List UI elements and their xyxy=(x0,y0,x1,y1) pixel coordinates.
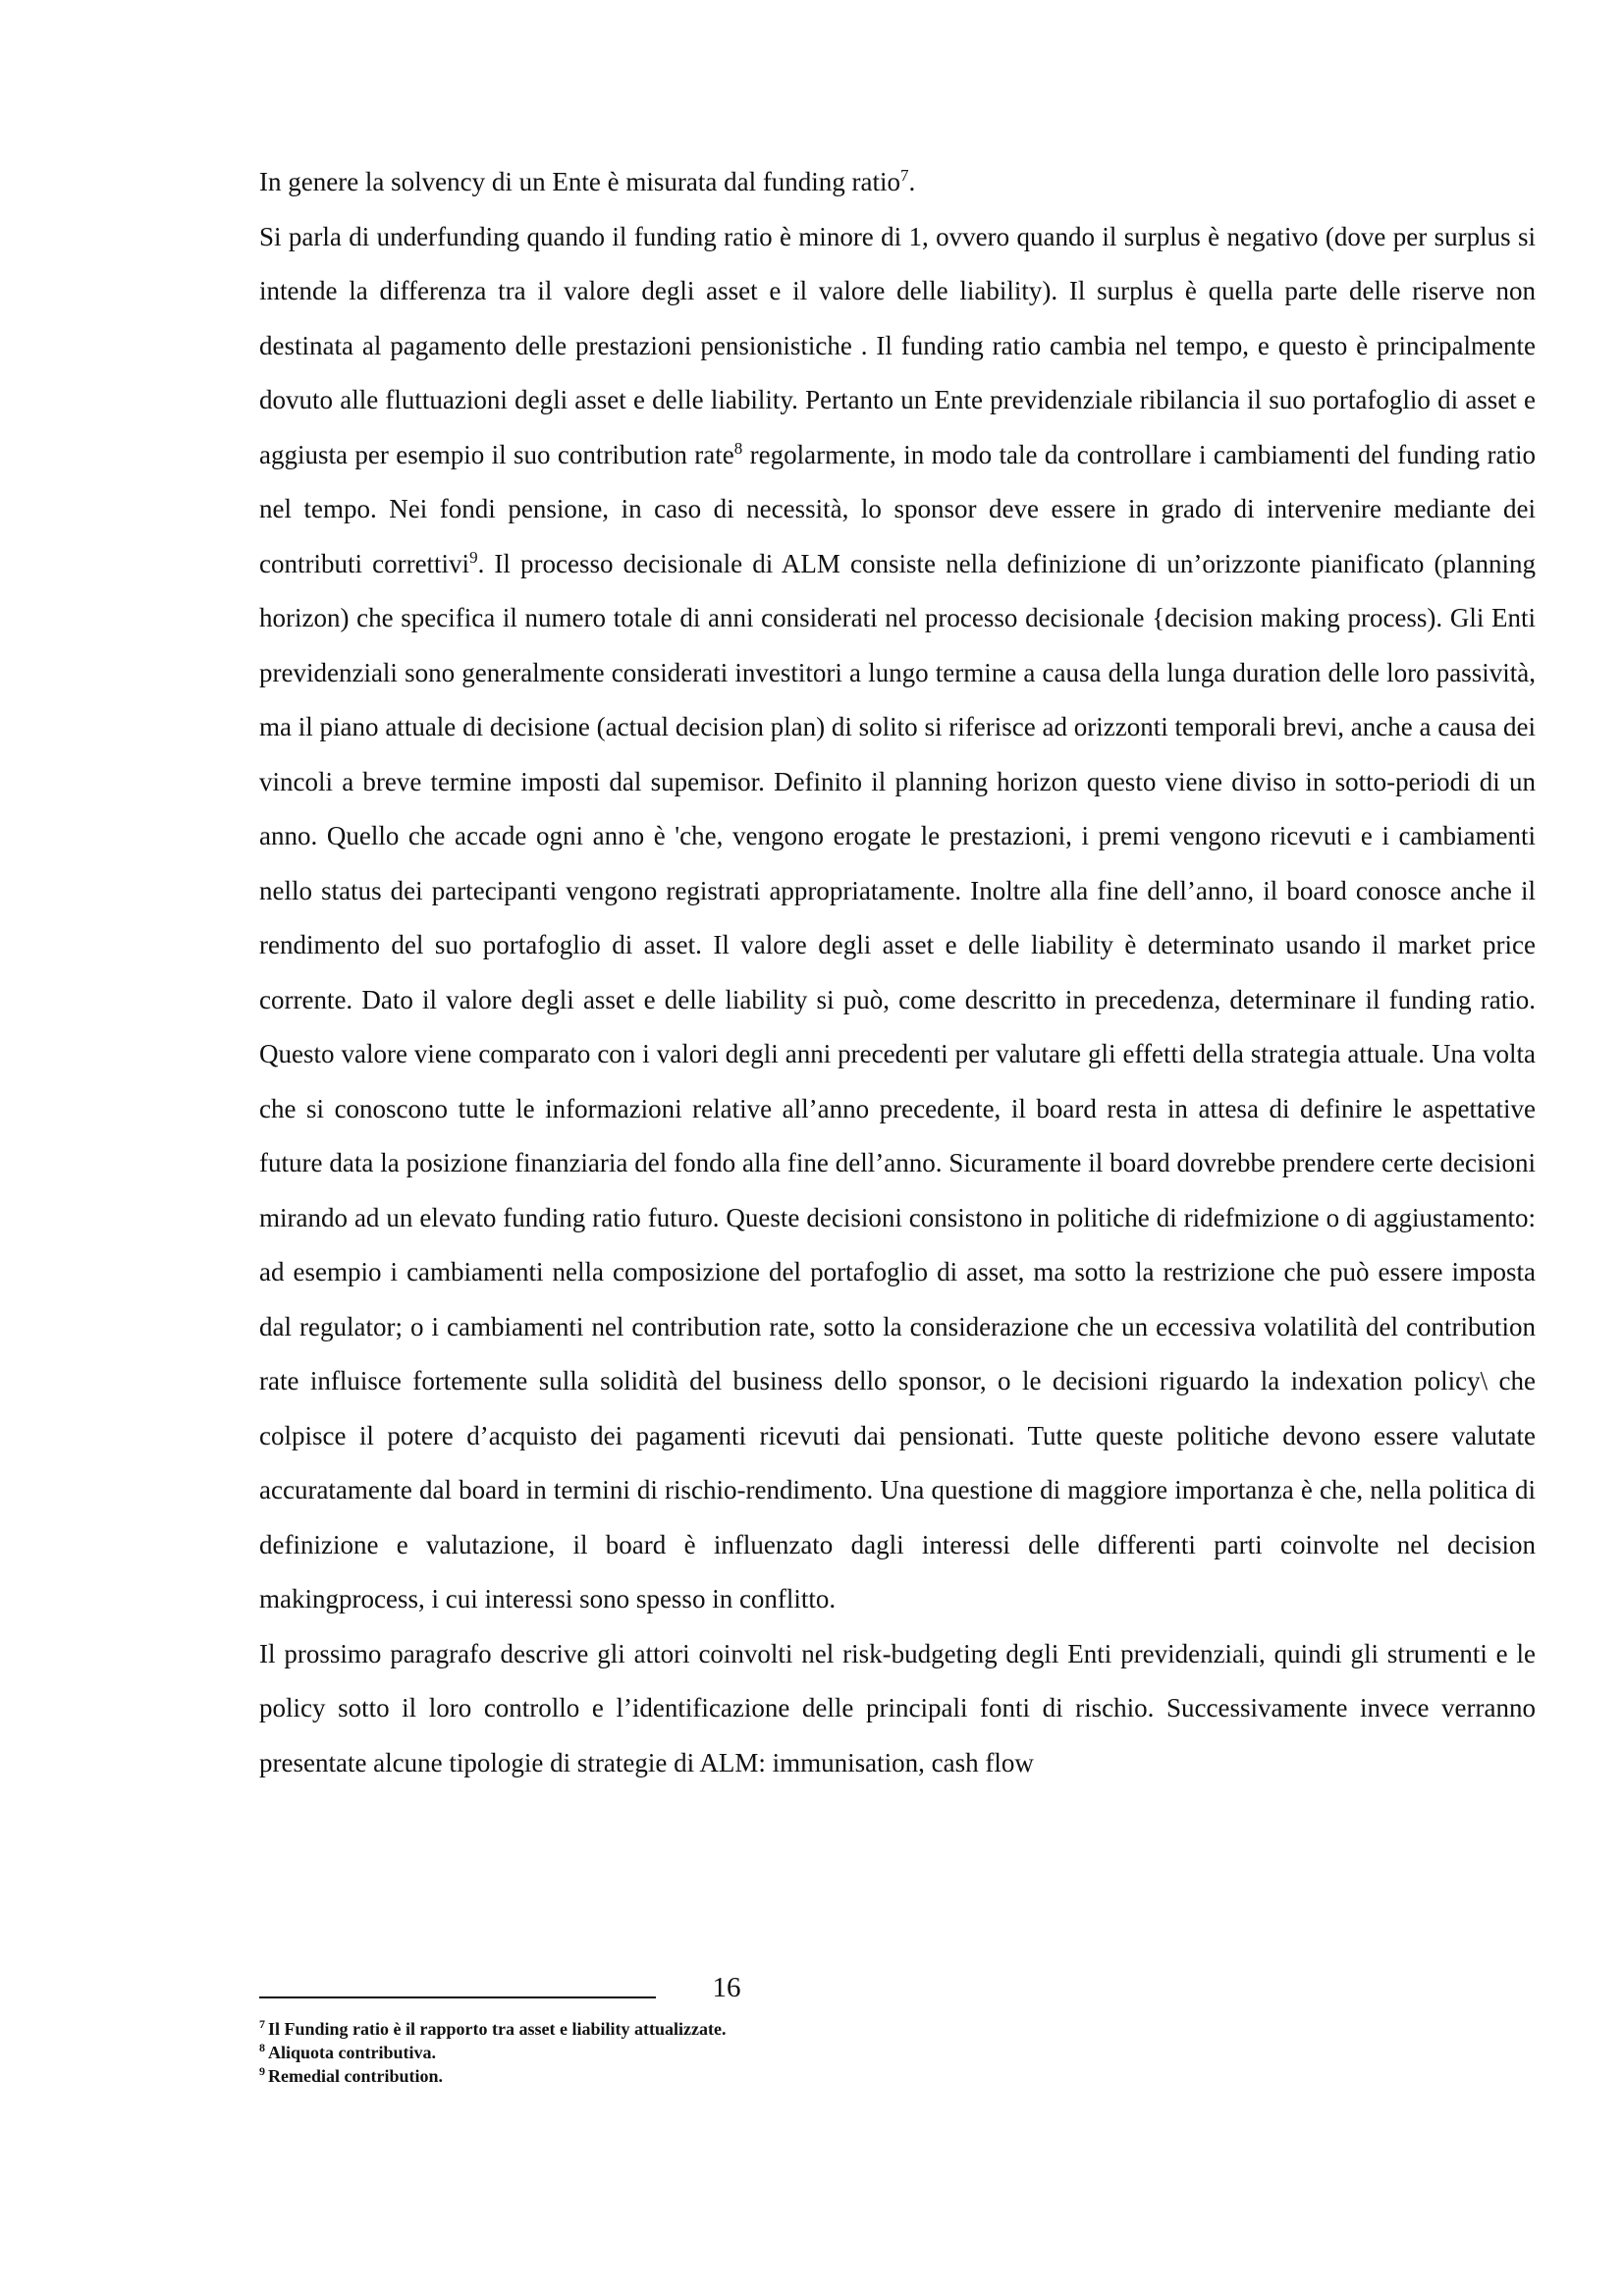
paragraph-text: . xyxy=(908,167,916,196)
body-text xyxy=(259,155,1536,1790)
paragraph xyxy=(259,210,1536,1627)
footnote-text: Aliquota contributiva. xyxy=(268,2043,437,2062)
paragraph xyxy=(259,1627,1536,1791)
paragraph-text: . Il processo decisionale di ALM consiste nella definizione di un’orizzonte pianificato (planning horizon) che specifica il numero totale di anni considerati nel processo decisionale {decision making process). Gli Enti previdenziali sono generalmente considerati investitori a lungo termine a causa della lunga duration delle loro passività, ma il piano attuale di decisione (actual decision plan) di solito si riferisce ad orizzonti temporali brevi, anche a causa dei vincoli a breve termine imposti dal supemisor. Definito il planning horizon questo viene diviso in sotto-periodi di un anno. Quello che accade ogni anno è 'che, vengono erogate le prestazioni, i premi vengono ricevuti e i cambiamenti nello status dei partecipanti vengono registrati appropriatamente. Inoltre alla fine dell’anno, il board conosce anche il rendimento del suo portafoglio di asset. Il valore degli asset e delle liability è determinato usando il market price corrente. Dato il valore degli asset e delle liability si può, come descritto in precedenza, determinare il funding ratio. Questo valore viene comparato con i valori degli anni precedenti per valutare gli effetti della strategia attuale. Una volta che si conoscono tutte le informazioni relative all’anno precedente, il board resta in attesa di definire le aspettative future data la posizione finanziaria del fondo alla fine dell’anno. Sicuramente il board dovrebbe prendere certe decisioni mirando ad un elevato funding ratio futuro. Queste decisioni consistono in politiche di ridefmizione o di aggiustamento: ad esempio i cambiamenti nella composizione del portafoglio di asset, ma sotto la restrizione che può essere imposta dal regulator; o i cambiamenti nel contribution rate, sotto la considerazione che un eccessiva volatilità del contribution rate influisce fortemente sulla solidità del business dello sponsor, o le decisioni riguardo la indexation policy\ che colpisce il potere d’acquisto dei pagamenti ricevuti dai pensionati. Tutte queste politiche devono essere valutate accuratamente dal board in termini di rischio-rendimento. Una questione di maggiore importanza è che, nella politica di definizione e valutazione, il board è influenzato dagli interessi delle differenti parti coinvolte nel decision makingprocess, i cui interessi sono spesso in conflitto. xyxy=(259,548,1536,1613)
paragraph-text: Si parla di underfunding quando il funding ratio è minore di 1, ovvero quando il surplus è negativo (dove per surplus si intende la differenza tra il valore degli asset e il valore delle liability). Il surplus è quella parte delle riserve non destinata al pagamento delle prestazioni pensionistiche . Il funding ratio cambia nel tempo, e questo è principalmente dovuto alle fluttuazioni degli asset e delle liability. Pertanto un Ente previdenziale ribilancia il suo portafoglio di asset e aggiusta per esempio il suo contribution rate xyxy=(259,221,1536,469)
footnote-separator xyxy=(259,1996,656,1998)
paragraph-text: Il prossimo paragrafo descrive gli attori coinvolti nel risk-budgeting degli Enti previdenziali, quindi gli strumenti e le policy sotto il loro controllo e l’identificazione delle principali fonti di rischio. Successivamente invece verranno presentate alcune tipologie di strategie di ALM: immunisation, cash flow xyxy=(259,1638,1536,1777)
footnote-marker[interactable]: 7 xyxy=(900,166,909,185)
footnote xyxy=(259,2064,1339,2088)
footnote-marker[interactable]: 9 xyxy=(469,547,478,567)
footnote-number: 9 xyxy=(259,2064,265,2078)
footnote-text: Il Funding ratio è il rapporto tra asset e liability attualizzate. xyxy=(268,2019,727,2039)
footnote xyxy=(259,2017,1339,2041)
footnote-number: 7 xyxy=(259,2017,265,2031)
footnote-number: 8 xyxy=(259,2041,265,2054)
footnotes xyxy=(259,2017,1339,2088)
footnote-marker[interactable]: 8 xyxy=(733,438,743,458)
page-number: 16 xyxy=(712,1972,741,2003)
paragraph-text: In genere la solvency di un Ente è misurata dal funding ratio xyxy=(259,167,901,196)
footnote-text: Remedial contribution. xyxy=(268,2066,443,2086)
paragraph xyxy=(259,155,1536,210)
paragraph-text: regolarmente, in modo tale da controllare i cambiamenti del funding ratio nel tempo. Nei fondi pensione, in caso di necessità, lo sponsor deve essere in grado di intervenire mediante dei contributi correttivi xyxy=(259,439,1536,578)
footnote xyxy=(259,2041,1339,2064)
